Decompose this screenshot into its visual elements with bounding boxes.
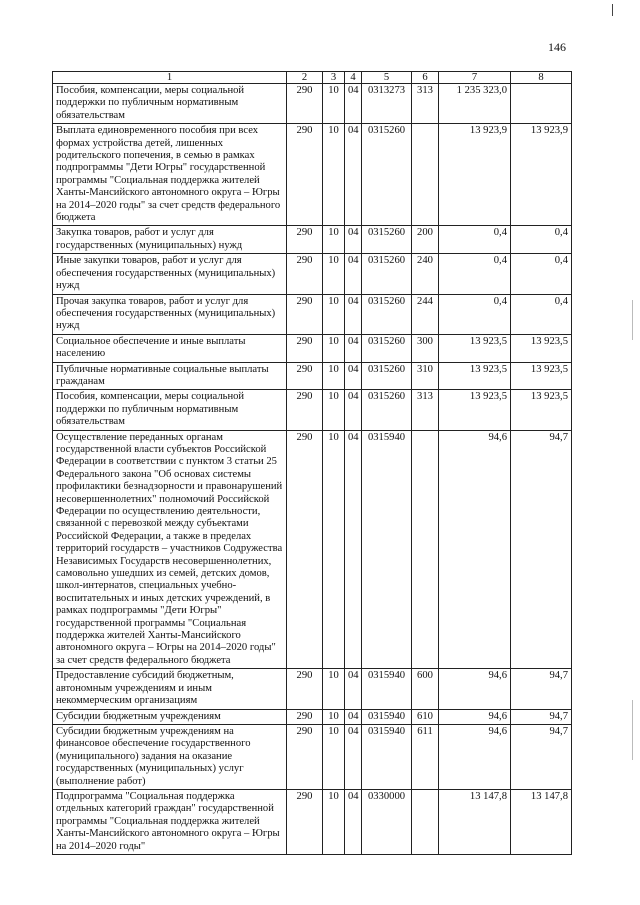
admin-code: 290 [287, 124, 323, 226]
column-header: 8 [511, 72, 572, 84]
row-name: Публичные нормативные социальные выплаты гражданам [53, 362, 287, 390]
target-article: 0315260 [362, 124, 412, 226]
target-article: 0330000 [362, 789, 412, 854]
amount-col7: 94,6 [439, 430, 511, 669]
target-article: 0315260 [362, 294, 412, 334]
table-row [53, 124, 572, 226]
row-name: Субсидии бюджетным учреждениям [53, 709, 287, 724]
admin-code: 290 [287, 254, 323, 294]
target-article: 0315940 [362, 430, 412, 669]
row-name: Выплата единовременного пособия при всех формах устройства детей, лишенных родительского попечения, в семью в рамках подпрограммы "Дети Югры" государственной программы "Социальная поддержка жителей Ханты-Мансийского автономного округа – Югры на 2014–2020 годы" за счет средств федерального бюджета [53, 124, 287, 226]
scan-edge-mark [632, 300, 633, 340]
admin-code: 290 [287, 334, 323, 362]
amount-col7: 0,4 [439, 254, 511, 294]
subsection-code: 04 [345, 390, 362, 430]
admin-code: 290 [287, 294, 323, 334]
subsection-code: 04 [345, 789, 362, 854]
row-name: Пособия, компенсации, меры социальной поддержки по публичным нормативным обязательствам [53, 84, 287, 124]
section-code: 10 [323, 724, 345, 789]
row-name: Пособия, компенсации, меры социальной поддержки по публичным нормативным обязательствам [53, 390, 287, 430]
header-row [53, 72, 572, 84]
row-name: Закупка товаров, работ и услуг для государственных (муниципальных) нужд [53, 226, 287, 254]
target-article: 0315940 [362, 724, 412, 789]
target-article: 0315260 [362, 254, 412, 294]
expense-type: 244 [412, 294, 439, 334]
amount-col8: 94,7 [511, 430, 572, 669]
amount-col8: 0,4 [511, 254, 572, 294]
expense-type: 600 [412, 669, 439, 709]
subsection-code: 04 [345, 226, 362, 254]
section-code: 10 [323, 789, 345, 854]
section-code: 10 [323, 226, 345, 254]
table-row [53, 669, 572, 709]
table-row [53, 789, 572, 854]
row-name: Подпрограмма "Социальная поддержка отдельных категорий граждан" государственной программы "Социальная поддержка жителей Ханты-Мансийского автономного округа – Югры на 2014–2020 годы" [53, 789, 287, 854]
section-code: 10 [323, 709, 345, 724]
scan-edge-mark [632, 700, 633, 760]
amount-col7: 94,6 [439, 724, 511, 789]
subsection-code: 04 [345, 254, 362, 294]
column-header: 1 [53, 72, 287, 84]
column-header: 5 [362, 72, 412, 84]
row-name: Прочая закупка товаров, работ и услуг для обеспечения государственных (муниципальных) нужд [53, 294, 287, 334]
subsection-code: 04 [345, 669, 362, 709]
amount-col7: 1 235 323,0 [439, 84, 511, 124]
amount-col8: 13 923,5 [511, 390, 572, 430]
admin-code: 290 [287, 789, 323, 854]
section-code: 10 [323, 430, 345, 669]
admin-code: 290 [287, 390, 323, 430]
target-article: 0315260 [362, 390, 412, 430]
amount-col8 [511, 84, 572, 124]
expense-type: 240 [412, 254, 439, 294]
amount-col8: 13 147,8 [511, 789, 572, 854]
target-article: 0315260 [362, 362, 412, 390]
section-code: 10 [323, 124, 345, 226]
expense-type: 313 [412, 390, 439, 430]
amount-col7: 0,4 [439, 294, 511, 334]
table-row [53, 724, 572, 789]
table-row [53, 334, 572, 362]
subsection-code: 04 [345, 334, 362, 362]
subsection-code: 04 [345, 709, 362, 724]
expense-type [412, 430, 439, 669]
subsection-code: 04 [345, 84, 362, 124]
admin-code: 290 [287, 669, 323, 709]
amount-col8: 13 923,5 [511, 334, 572, 362]
section-code: 10 [323, 334, 345, 362]
target-article: 0315940 [362, 709, 412, 724]
column-header: 3 [323, 72, 345, 84]
target-article: 0315260 [362, 226, 412, 254]
target-article: 0313273 [362, 84, 412, 124]
amount-col8: 0,4 [511, 294, 572, 334]
amount-col7: 94,6 [439, 669, 511, 709]
target-article: 0315260 [362, 334, 412, 362]
amount-col8: 13 923,9 [511, 124, 572, 226]
admin-code: 290 [287, 84, 323, 124]
page-number: 146 [548, 40, 566, 54]
column-header: 4 [345, 72, 362, 84]
amount-col8: 0,4 [511, 226, 572, 254]
amount-col7: 13 147,8 [439, 789, 511, 854]
amount-col7: 13 923,5 [439, 362, 511, 390]
table-row [53, 84, 572, 124]
admin-code: 290 [287, 724, 323, 789]
amount-col7: 13 923,5 [439, 334, 511, 362]
target-article: 0315940 [362, 669, 412, 709]
scan-mark [612, 4, 613, 16]
section-code: 10 [323, 669, 345, 709]
expense-type: 310 [412, 362, 439, 390]
row-name: Предоставление субсидий бюджетным, автономным учреждениям и иным некоммерческим организациям [53, 669, 287, 709]
amount-col7: 13 923,5 [439, 390, 511, 430]
column-header: 2 [287, 72, 323, 84]
subsection-code: 04 [345, 294, 362, 334]
admin-code: 290 [287, 362, 323, 390]
amount-col7: 13 923,9 [439, 124, 511, 226]
column-header: 6 [412, 72, 439, 84]
expense-type [412, 124, 439, 226]
expense-type: 313 [412, 84, 439, 124]
amount-col8: 94,7 [511, 724, 572, 789]
expense-type: 610 [412, 709, 439, 724]
admin-code: 290 [287, 430, 323, 669]
row-name: Осуществление переданных органам государственной власти субъектов Российской Федерации в соответствии с пунктом 3 статьи 25 Федерального закона "Об основах системы профилактики безнадзорности и правонарушений несовершеннолетних" полномочий Российской Федерации по осуществлению деятельности, связанной с перевозкой между субъектами Российской Федерации, а также в пределах территорий государств – участников Содружества Независимых Государств несовершеннолетних, самовольно ушедших из семей, детских домов, школ-интернатов, специальных учебно-воспитательных и иных детских учреждений, в рамках подпрограммы "Дети Югры" государственной программы "Социальная поддержка жителей Ханты-Мансийского автономного округа – Югры на 2014–2020 годы" за счет средств федерального бюджета [53, 430, 287, 669]
amount-col7: 0,4 [439, 226, 511, 254]
admin-code: 290 [287, 709, 323, 724]
row-name: Иные закупки товаров, работ и услуг для обеспечения государственных (муниципальных) нужд [53, 254, 287, 294]
section-code: 10 [323, 254, 345, 294]
table-row [53, 709, 572, 724]
subsection-code: 04 [345, 724, 362, 789]
section-code: 10 [323, 84, 345, 124]
row-name: Социальное обеспечение и иные выплаты населению [53, 334, 287, 362]
table-row [53, 390, 572, 430]
section-code: 10 [323, 294, 345, 334]
section-code: 10 [323, 362, 345, 390]
table-row [53, 430, 572, 669]
expense-type: 300 [412, 334, 439, 362]
subsection-code: 04 [345, 430, 362, 669]
amount-col8: 94,7 [511, 669, 572, 709]
expense-type [412, 789, 439, 854]
section-code: 10 [323, 390, 345, 430]
subsection-code: 04 [345, 124, 362, 226]
admin-code: 290 [287, 226, 323, 254]
amount-col8: 94,7 [511, 709, 572, 724]
table-row [53, 226, 572, 254]
expense-type: 200 [412, 226, 439, 254]
table-row [53, 254, 572, 294]
budget-table [52, 71, 572, 855]
amount-col8: 13 923,5 [511, 362, 572, 390]
subsection-code: 04 [345, 362, 362, 390]
row-name: Субсидии бюджетным учреждениям на финансовое обеспечение государственного (муниципального) задания на оказание государственных (муниципальных) услуг (выполнение работ) [53, 724, 287, 789]
column-header: 7 [439, 72, 511, 84]
expense-type: 611 [412, 724, 439, 789]
table-row [53, 294, 572, 334]
amount-col7: 94,6 [439, 709, 511, 724]
table-row [53, 362, 572, 390]
